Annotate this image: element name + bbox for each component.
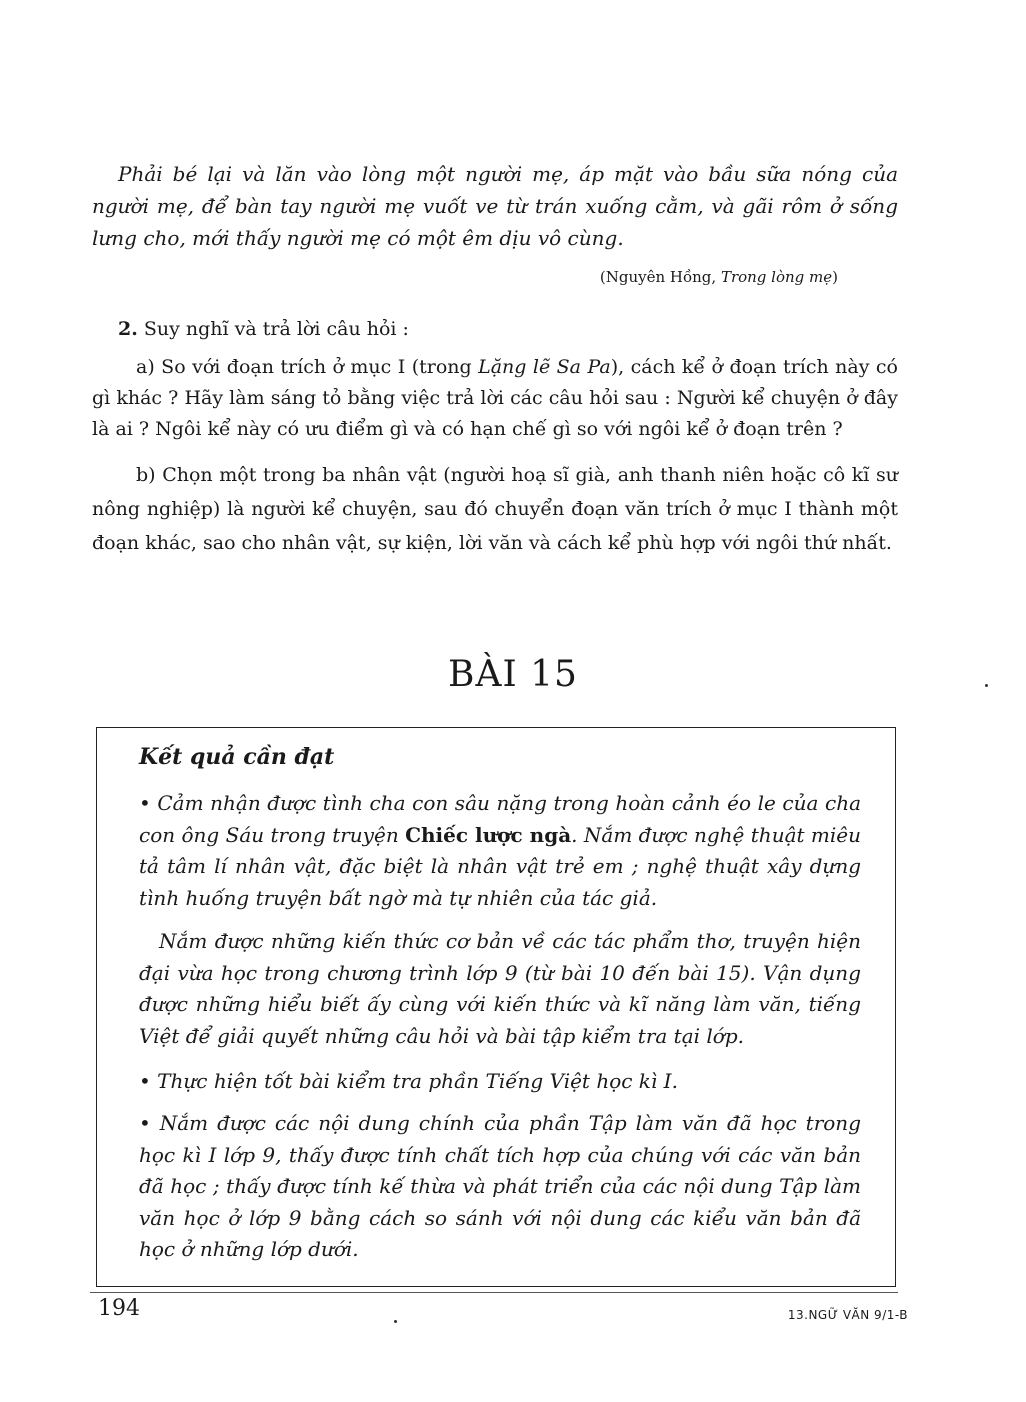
citation-close: )	[832, 268, 838, 286]
excerpt-citation	[92, 266, 838, 288]
goals-heading: Kết quả cần đạt	[139, 744, 335, 770]
question-b: b) Chọn một trong ba nhân vật (người hoạ sĩ già, anh thanh niên hoặc cô kĩ sư nông nghiệp) là người kể chuyện, sau đó chuyển đoạn văn trích ở mục I thành một đoạn khác, sao cho nhân vật, sự kiện, lời văn và cách kể phù hợp với ngôi thứ nhất.	[92, 464, 898, 554]
goal-item-3-text: Thực hiện tốt bài kiểm tra phần Tiếng Việt học kì I.	[150, 1069, 678, 1093]
question-a-prefix: a) So với đoạn trích ở mục I (trong	[136, 356, 479, 378]
question-a-work: Lặng lẽ Sa Pa	[478, 356, 611, 378]
excerpt-quote: Phải bé lại và lăn vào lòng một người mẹ, áp mặt vào bầu sữa nóng của người mẹ, để bàn tay người mẹ vuốt ve từ trán xuống cằm, và gãi rôm ở sống lưng cho, mới thấy người mẹ có một êm dịu vô cùng.	[92, 162, 898, 250]
question-a-rest: ), cách kể ở đoạn trích này có gì khác ? Hãy làm sáng tỏ bằng việc trả lời các câu hỏi sau : Người kể chuyện ở đây là ai ? Ngôi kể này có ưu điểm gì và có hạn chế gì so với ngôi kể ở đoạn trên ?	[92, 356, 898, 440]
goal-item-4	[139, 1108, 861, 1266]
goal-item-1-post: . Nắm được nghệ thuật miêu tả tâm lí nhân vật, đặc biệt là nhân vật trẻ em ; nghệ thuật xây dựng tình huống truyện bất ngờ mà tự nhiên của tác giả.	[139, 822, 861, 910]
goal-item-4-text: Nắm được các nội dung chính của phần Tập làm văn đã học trong học kì I lớp 9, thấy được tính chất tích hợp của chúng với các văn bản đã học ; thấy được tính kế thừa và phát triển của các nội dung Tập làm văn học ở lớp 9 bằng cách so sánh với nội dung các kiểu văn bản đã học ở những lớp dưới.	[139, 1111, 861, 1261]
stray-dot	[985, 684, 988, 687]
question-intro-text: Suy nghĩ và trả lời câu hỏi :	[137, 318, 409, 340]
goal-item-2: Nắm được những kiến thức cơ bản về các tác phẩm thơ, truyện hiện đại vừa học trong chương trình lớp 9 (từ bài 10 đến bài 15). Vận dụng được những hiểu biết ấy cùng với kiến thức và kĩ năng làm văn, tiếng Việt để giải quyết những câu hỏi và bài tập kiểm tra tại lớp.	[139, 929, 861, 1048]
question-number: 2.	[118, 318, 138, 340]
bullet-icon: •	[139, 791, 151, 815]
footer-dot	[394, 1320, 397, 1323]
goals-box	[96, 727, 896, 1287]
bullet-icon: •	[139, 1069, 151, 1093]
goal-item-1-pre: Cảm nhận được tình cha con sâu nặng trong hoàn cảnh éo le của cha con ông Sáu trong truyện	[139, 791, 861, 847]
citation-work: Trong lòng mẹ	[720, 268, 833, 286]
question-intro	[118, 315, 409, 343]
goal-item-1	[139, 788, 861, 914]
lesson-title: BÀI 15	[448, 654, 578, 695]
footer-code: 13.NGỮ VĂN 9/1-B	[787, 1308, 908, 1322]
bullet-icon: •	[139, 1111, 151, 1135]
page-number: 194	[98, 1296, 140, 1321]
goal-item-1-work: Chiếc lược ngà	[405, 822, 572, 847]
footer-divider	[90, 1292, 898, 1293]
question-a	[92, 352, 898, 445]
citation-author: (Nguyên Hồng,	[599, 268, 721, 286]
goal-item-3	[139, 1066, 861, 1098]
